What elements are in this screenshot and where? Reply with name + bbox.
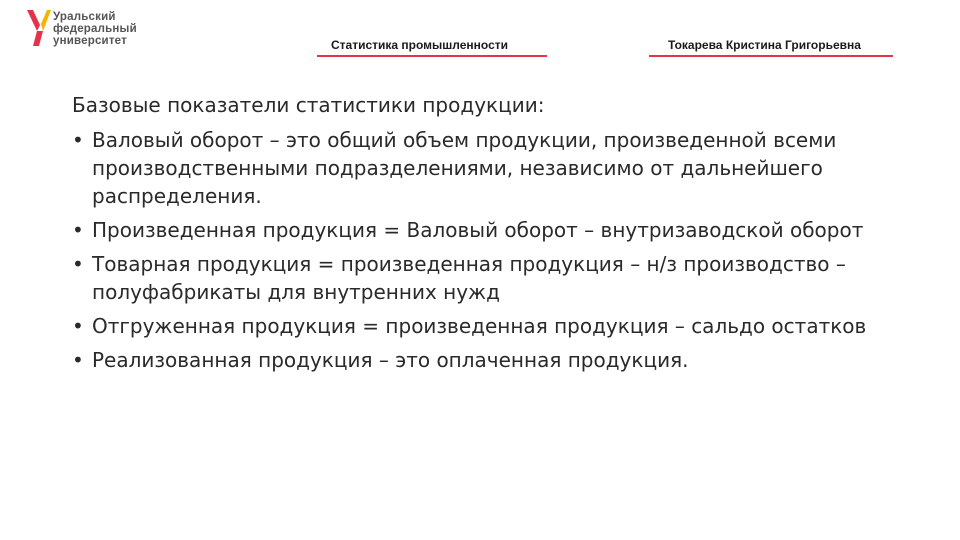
university-logo	[27, 10, 167, 50]
list-item	[72, 216, 902, 244]
urfu-logo-icon	[27, 10, 51, 46]
bullet-icon: •	[72, 314, 84, 338]
bullet-icon: •	[72, 218, 84, 242]
list-item	[72, 250, 902, 306]
author-name: Токарева Кристина Григорьевна	[668, 38, 861, 52]
list-item	[72, 312, 902, 340]
list-item-text: Товарная продукция = произведенная продукция – н/з производство – полуфабрикаты для внутренних нужд	[92, 252, 846, 304]
list-item-text: Валовый оборот – это общий объем продукции, произведенной всеми производственными подразделениями, независимо от дальнейшего распределения.	[92, 128, 837, 208]
bullet-icon: •	[72, 128, 84, 152]
header-divider-left	[317, 55, 547, 57]
list-item	[72, 126, 902, 210]
list-item-text: Отгруженная продукция = произведенная продукция – сальдо остатков	[92, 314, 867, 338]
logo-wordmark	[53, 11, 137, 47]
course-title: Статистика промышленности	[331, 38, 509, 52]
list-item	[72, 346, 902, 374]
indicator-list	[72, 126, 902, 374]
bullet-icon: •	[72, 348, 84, 372]
slide-intro: Базовые показатели статистики продукции:	[72, 93, 545, 117]
slide-content	[72, 91, 902, 380]
list-item-text: Произведенная продукция = Валовый оборот – внутризаводской оборот	[92, 218, 864, 242]
header-divider-right	[649, 55, 893, 57]
logo-line: Уральский	[53, 11, 116, 23]
logo-line: университет	[53, 35, 127, 47]
list-item-text: Реализованная продукция – это оплаченная продукция.	[92, 348, 689, 372]
bullet-icon: •	[72, 252, 84, 276]
logo-line: федеральный	[53, 23, 137, 35]
